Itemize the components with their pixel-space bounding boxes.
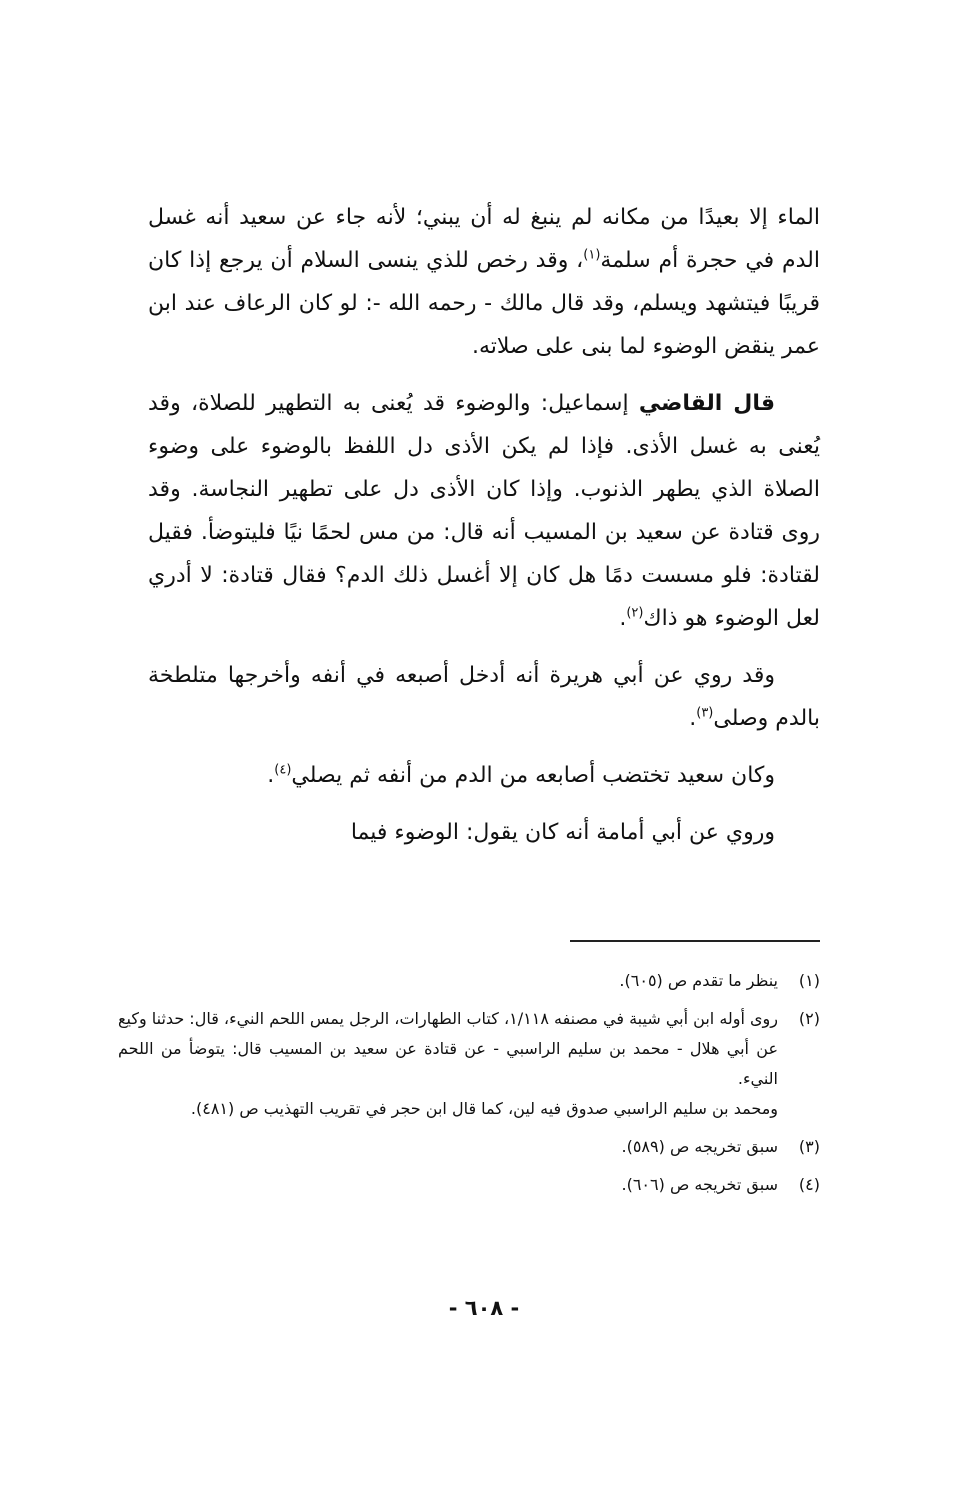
page-number: - ٦٠٨ - (448, 1296, 520, 1320)
paragraph (148, 196, 820, 368)
main-text (148, 196, 820, 868)
footnote-ref: (١) (583, 247, 601, 263)
paragraph-text: وروي عن أبي أمامة أنه كان يقول: الوضوء فيما (350, 820, 775, 845)
footnote-item (118, 966, 820, 996)
footnote-text: روى أوله ابن أبي شيبة في مصنفه ١/١١٨، كتاب الطهارات، الرجل يمس اللحم النيء، قال: حدثنا وكيع عن أبي هلال - محمد بن سليم الراسبي - عن قتادة عن سعيد بن المسيب قال: يتوضأ من اللحم النيء. (118, 1009, 779, 1088)
paragraph-text: وقد روي عن أبي هريرة أنه أدخل أصبعه في أنفه وأخرجها متلطخة بالدم وصلى (148, 663, 820, 731)
footnote-number: (٣) (798, 1137, 820, 1156)
period: . (267, 763, 275, 788)
paragraph (148, 754, 820, 797)
footnote-number: (٤) (798, 1175, 820, 1194)
footnote-text: سبق تخريجه ص (٦٠٦). (621, 1175, 778, 1194)
footnote-text: سبق تخريجه ص (٥٨٩). (621, 1137, 778, 1156)
paragraph (148, 382, 820, 640)
footnote-number: (٢) (798, 1009, 820, 1028)
footnote-item (118, 1132, 820, 1162)
footnote-body (118, 1132, 778, 1162)
footnote-separator (570, 940, 820, 942)
paragraph-text: ، وقد رخص للذي ينسى السلام أن يرجع إذا كان قريبًا فيتشهد ويسلم، وقد قال مالك - رحمه الله -: لو كان الرعاف عند ابن عمر ينقض الوضوء لما بنى على صلاته. (148, 248, 820, 359)
footnote-body (118, 1004, 778, 1124)
paragraph (148, 811, 820, 854)
footnote-text: ومحمد بن سليم الراسبي صدوق فيه لين، كما قال ابن حجر في تقريب التهذيب ص (٤٨١). (190, 1099, 778, 1118)
footnote-ref: (٤) (274, 762, 292, 778)
footnote-text: ينظر ما تقدم ص (٦٠٥). (619, 971, 778, 990)
footnote-item (118, 1170, 820, 1200)
footnotes (118, 966, 820, 1208)
footnote-ref: (٢) (626, 605, 644, 621)
footnote-body (118, 1170, 778, 1200)
footnote-ref: (٣) (696, 705, 714, 721)
paragraph (148, 654, 820, 740)
paragraph-text: الماء إلا بعيدًا من مكانه لم ينبغ له أن يبني؛ لأنه جاء عن سعيد أنه غسل الدم في حجرة أم سلمة (148, 205, 820, 273)
period: . (689, 706, 697, 731)
footnote-item (118, 1004, 820, 1124)
paragraph-text: وكان سعيد تختضب أصابعه من الدم من أنفه ثم يصلي (291, 763, 775, 788)
period: . (619, 606, 627, 631)
paragraph-lead: قال القاضي (638, 391, 775, 416)
footnote-number: (١) (798, 971, 820, 990)
paragraph-text: إسماعيل: والوضوء قد يُعنى به التطهير للصلاة، وقد يُعنى به غسل الأذى. فإذا لم يكن الأذى دل اللفظ بالوضوء على وضوء الصلاة الذي يطهر الذنوب. وإذا كان الأذى دل على تطهير النجاسة. وقد روى قتادة عن سعيد بن المسيب أنه قال: من مس لحمًا نيًا فليتوضأ. فقيل لقتادة: فلو مسست دمًا هل كان إلا أغسل ذلك الدم؟ فقال قتادة: لا أدري لعل الوضوء هو ذاك (148, 391, 820, 631)
footnote-body (118, 966, 778, 996)
